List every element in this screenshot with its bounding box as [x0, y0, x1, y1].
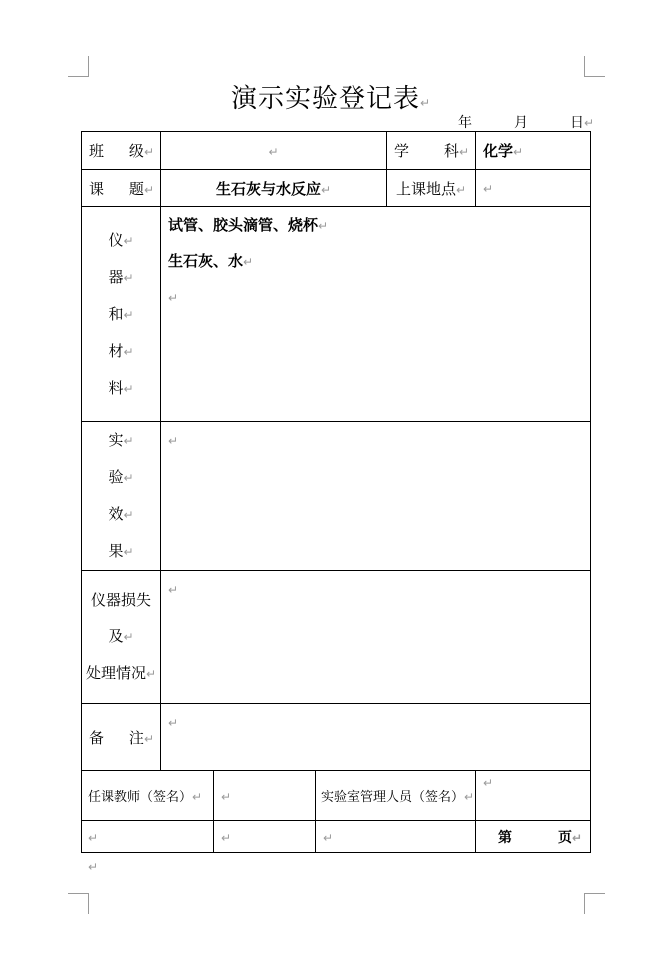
topic-value-cell[interactable]: 生石灰与水反应↵ [161, 170, 387, 207]
crop-mark-top-right [584, 56, 605, 77]
subject-label-cell: 学 科↵ [387, 132, 476, 170]
topic-label-cell: 课 题↵ [82, 170, 161, 207]
loss-content-cell[interactable]: ↵ [161, 571, 591, 704]
effect-label-cell: 实↵ 验↵ 效↵ 果↵ [82, 422, 161, 571]
date-day-label: 日↵ [570, 115, 595, 131]
location-value-cell[interactable]: ↵ [476, 170, 591, 207]
row-materials [82, 207, 591, 422]
crop-mark-top-left [68, 56, 89, 77]
remarks-label-cell: 备 注↵ [82, 704, 161, 771]
teacher-sign-cell[interactable]: ↵ [214, 771, 316, 821]
row-footer [82, 821, 591, 853]
materials-line-2: 生石灰、水 [168, 252, 244, 270]
remarks-content-cell[interactable]: ↵ [161, 704, 591, 771]
registration-table [81, 131, 591, 853]
class-value-cell[interactable]: ↵ [161, 132, 387, 170]
teacher-sign-label-cell: 任课教师（签名）↵ [82, 771, 214, 821]
lab-manager-sign-cell[interactable]: ↵ [476, 771, 591, 821]
location-label-cell: 上课地点↵ [387, 170, 476, 207]
row-class-subject [82, 132, 591, 170]
footer-cell-1[interactable]: ↵ [82, 821, 214, 853]
row-loss [82, 571, 591, 704]
lab-manager-sign-label-cell: 实验室管理人员（签名）↵ [316, 771, 476, 821]
date-month-label: 月 [514, 115, 528, 131]
subject-value-cell[interactable]: 化学↵ [476, 132, 591, 170]
materials-content-cell[interactable]: 试管、胶头滴管、烧杯↵ 生石灰、水↵ ↵ [161, 207, 591, 422]
materials-label-cell: 仪↵ 器↵ 和↵ 材↵ 料↵ [82, 207, 161, 422]
row-effect [82, 422, 591, 571]
footer-cell-3[interactable]: ↵ [316, 821, 476, 853]
crop-mark-bottom-left [68, 893, 89, 914]
date-year-label: 年 [458, 115, 472, 131]
row-signatures [82, 771, 591, 821]
effect-content-cell[interactable]: ↵ [161, 422, 591, 571]
footer-cell-2[interactable]: ↵ [214, 821, 316, 853]
trailing-paragraph-mark: ↵ [88, 860, 99, 874]
materials-line-1: 试管、胶头滴管、烧杯 [168, 216, 319, 234]
row-remarks [82, 704, 591, 771]
loss-label-cell: 仪器损失 及↵ 处理情况↵ [82, 571, 161, 704]
page-number-cell: 第 页↵ [476, 821, 591, 853]
class-label-cell: 班 级↵ [82, 132, 161, 170]
crop-mark-bottom-right [584, 893, 605, 914]
row-topic-location [82, 170, 591, 207]
page-title: 演示实验登记表↵ [230, 84, 432, 114]
